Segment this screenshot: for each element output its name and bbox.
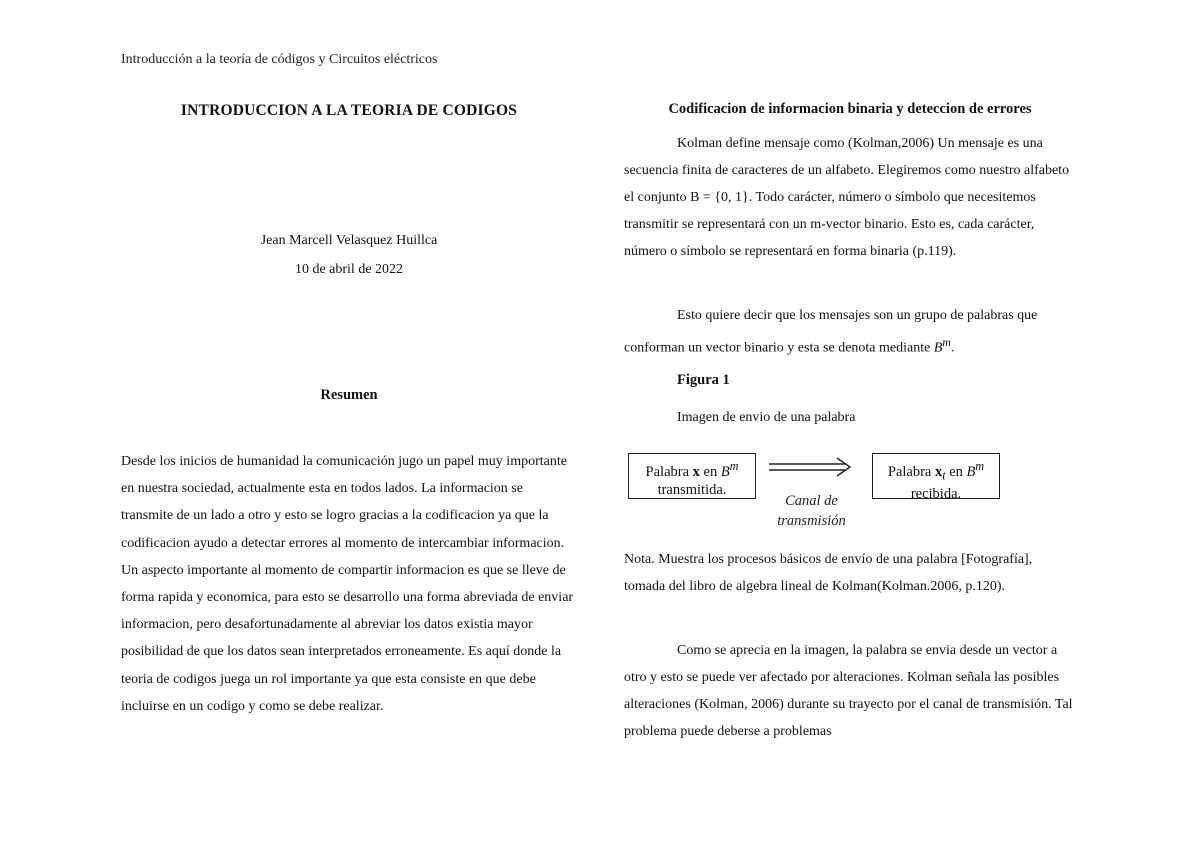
- received-word-status: recibida.: [910, 485, 962, 502]
- running-header: Introducción a la teoría de códigos y Circuitos eléctricos: [121, 52, 438, 67]
- math-exponent-m: m: [942, 336, 951, 349]
- paragraph-alterations: [624, 637, 1076, 745]
- paragraph-2-end: .: [950, 340, 955, 356]
- received-word-box: [872, 453, 1000, 502]
- received-word-text: Palabra: [887, 463, 935, 480]
- paragraph-2-text: Esto quiere decir que los mensajes son un grupo de palabras que conforman un vector binario y esta se denota mediante: [624, 308, 1038, 356]
- document-title: INTRODUCCION A LA TEORIA DE CODIGOS: [180, 102, 518, 119]
- paragraph-binary-vector: [624, 302, 1076, 362]
- sent-word-exponent: m: [729, 459, 739, 473]
- sent-word-text: Palabra: [645, 463, 693, 480]
- sent-word-vector: x: [692, 463, 700, 480]
- channel-label: [764, 491, 859, 531]
- channel-line-2: transmisión: [777, 513, 846, 529]
- sent-word-box: [628, 453, 756, 499]
- sent-word-status: transmitida.: [657, 481, 727, 498]
- sent-word-set: B: [720, 463, 730, 480]
- transmission-arrow-icon: [767, 456, 853, 478]
- received-word-subscript: t: [942, 468, 946, 483]
- abstract-heading: Resumen: [320, 387, 378, 403]
- figure-caption: Imagen de envio de una palabra: [677, 410, 856, 425]
- document-date: 10 de abril de 2022: [294, 262, 404, 277]
- figure-word-transmission: [624, 450, 1076, 535]
- sent-word-en: en: [699, 463, 721, 480]
- author-name: Jean Marcell Velasquez Huillca: [260, 233, 438, 248]
- figure-label: Figura 1: [677, 372, 730, 388]
- paragraph-message-definition: [624, 130, 1076, 265]
- math-symbol-b: B: [933, 340, 943, 356]
- figure-note: Nota. Muestra los procesos básicos de envío de una palabra [Fotografía], tomada del libro de algebra lineal de Kolman(Kolman.2006, p.120).: [624, 552, 1033, 594]
- received-word-en: en: [945, 463, 967, 480]
- abstract-text: Desde los inicios de humanidad la comunicación jugo un papel muy importante en nuestra sociedad, actualmente esta en todos lados. La informacion se transmite de un lado a otro y esto se logro gracias a la codificacion ya que la codificacion ayudo a detectar errores al momento de intercambiar informacion. Un aspecto importante al momento de compartir informacion es que se lleve de forma rapida y economica, para esto se desarrollo una forma abreviada de enviar informacion, pero desafortunadamente al abreviar los datos existia mayor posibilidad de que los datos sean interpretados erroneamente. Es aquí donde la teoria de codigos juega un rol importante ya que esta consiste en que debe incluirse en un codigo y como se debe realizar.: [121, 454, 574, 714]
- paragraph-1-text: Kolman define mensaje como (Kolman,2006) Un mensaje es una secuencia finita de caracteres de un alfabeto. Elegiremos como nuestro alfabeto el conjunto B = {0, 1}. Todo carácter, número o símbolo que necesitemos transmitir se representará con un m-vector binario. Esto es, cada carácter, número o símbolo se representará en forma binaria (p.119).: [624, 136, 1070, 259]
- received-word-set: B: [966, 463, 976, 480]
- section-heading: Codificacion de informacion binaria y deteccion de errores: [668, 101, 1032, 117]
- received-word-vector: x: [934, 463, 943, 480]
- channel-line-1: Canal de: [785, 493, 838, 509]
- received-word-exponent: m: [975, 459, 985, 473]
- paragraph-3-text: Como se aprecia en la imagen, la palabra se envia desde un vector a otro y esto se puede ver afectado por alteraciones. Kolman señala las posibles alteraciones (Kolman, 2006) durante su trayecto por el canal de transmisión. Tal problema puede deberse a problemas: [624, 643, 1073, 739]
